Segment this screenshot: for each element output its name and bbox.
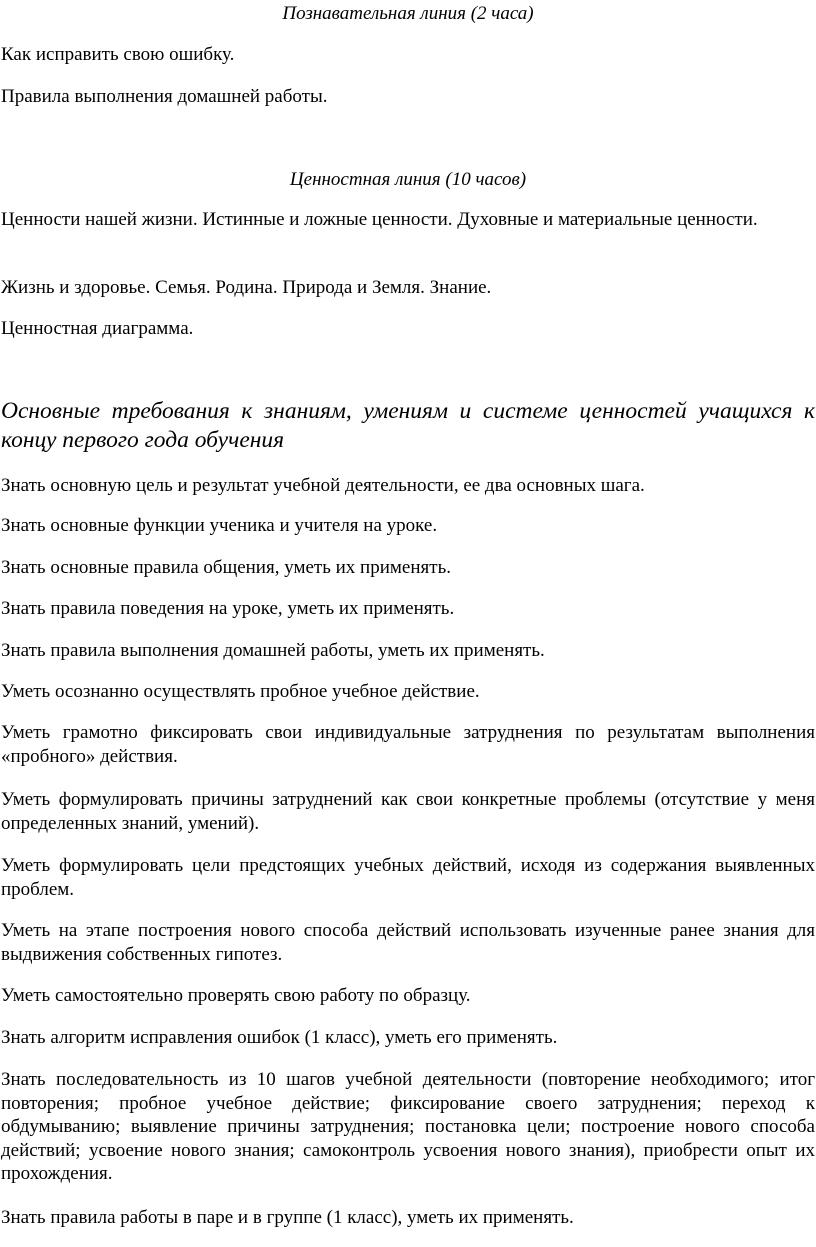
requirement-item: Уметь грамотно фиксировать свои индивидуальные затруднения по результатам выполнения «пробного» действия. [1, 722, 815, 767]
paragraph: Ценностная диаграмма. [1, 318, 194, 339]
requirement-item: Знать правила работы в паре и в группе (1 класс), уметь их применять. [1, 1207, 574, 1228]
requirement-item: Знать основные правила общения, уметь их применять. [1, 557, 451, 578]
requirement-item: Знать правила поведения на уроке, уметь их применять. [1, 598, 455, 619]
paragraph: Ценности нашей жизни. Истинные и ложные ценности. Духовные и материальные ценности. [1, 209, 758, 230]
requirement-item: Знать основную цель и результат учебной деятельности, ее два основных шага. [1, 475, 645, 496]
requirement-item: Уметь формулировать цели предстоящих учебных действий, исходя из содержания выявленных проблем. [1, 855, 815, 900]
requirement-item: Знать алгоритм исправления ошибок (1 класс), уметь его применять. [1, 1027, 558, 1048]
requirement-item: Уметь осознанно осуществлять пробное учебное действие. [1, 681, 480, 702]
section-values-title: Ценностная линия (10 часов) [289, 169, 527, 190]
requirement-item: Уметь на этапе построения нового способа действий использовать изученные ранее знания для выдвижения собственных гипотез. [1, 920, 815, 965]
requirement-item: Знать основные функции ученика и учителя на уроке. [1, 515, 438, 536]
section-cognitive-title: Познавательная линия (2 часа) [282, 3, 534, 24]
requirements-heading: Основные требования к знаниям, умениям и системе ценностей учащихся к концу первого года обучения [1, 398, 815, 453]
requirement-item: Уметь самостоятельно проверять свою работу по образцу. [1, 985, 471, 1006]
requirement-item: Уметь формулировать причины затруднений как свои конкретные проблемы (отсутствие у меня определенных знаний, умений). [1, 789, 815, 834]
paragraph: Жизнь и здоровье. Семья. Родина. Природа и Земля. Знание. [1, 277, 492, 298]
paragraph: Как исправить свою ошибку. [1, 44, 235, 65]
requirement-item: Знать последовательность из 10 шагов учебной деятельности (повторение необходимого; итог повторения; пробное учебное действие; фиксирование своего затруднения; переход к обдумыванию; выявление причины затруднения; постановка цели; построение нового способа действий; усвоение нового знания; самоконтроль усвоения нового знания), приобрести опыт их прохождения. [1, 1069, 815, 1184]
requirement-item: Знать правила выполнения домашней работы, уметь их применять. [1, 640, 545, 661]
paragraph: Правила выполнения домашней работы. [1, 86, 328, 107]
